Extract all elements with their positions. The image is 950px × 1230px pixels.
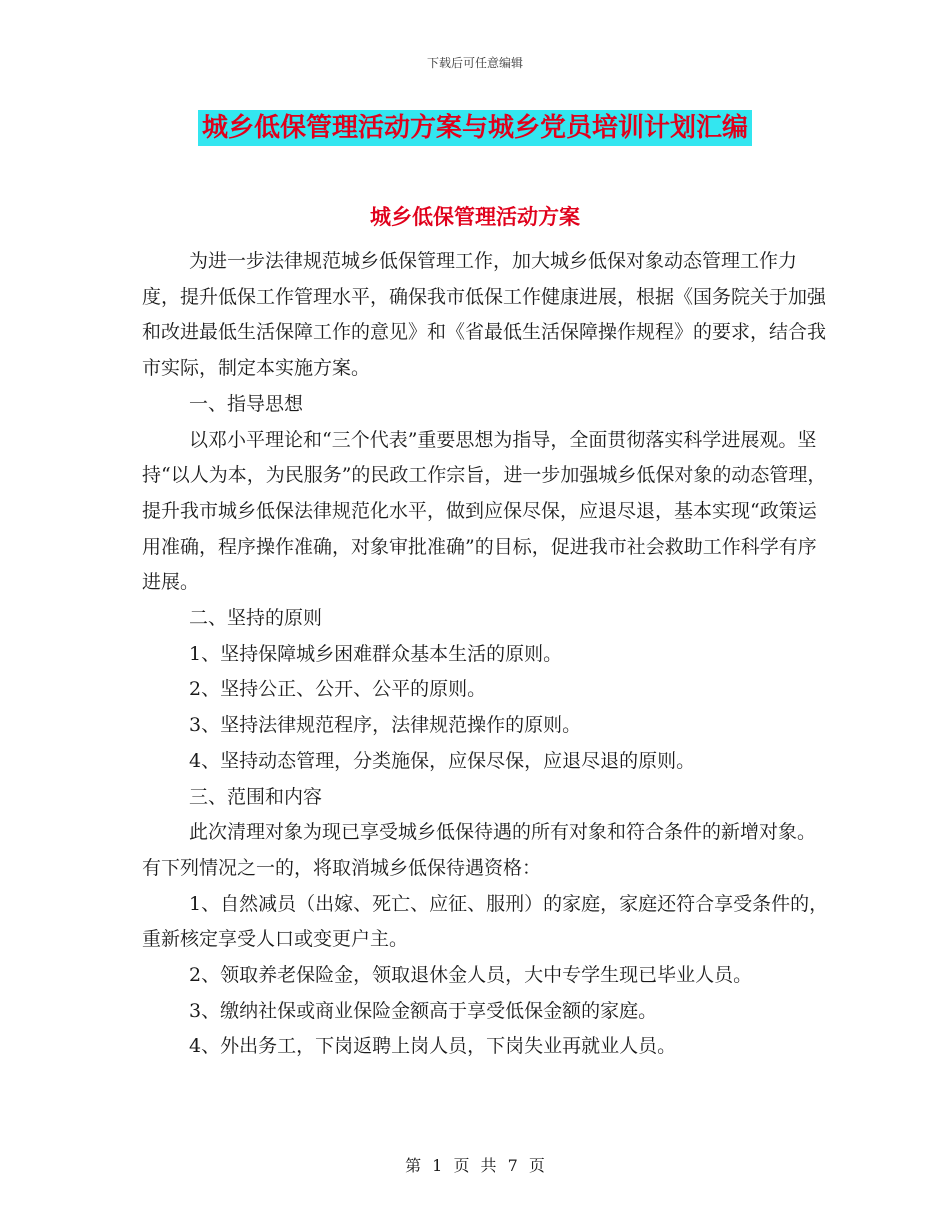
principle-item: 3、坚持法律规范程序，法律规范操作的原则。 xyxy=(189,714,582,737)
paragraph-guiding-ideology: 以邓小平理论和“三个代表”重要思想为指导，全面贯彻落实科学进展观。坚持“以人为本，为民服务”的民政工作宗旨，进一步加强城乡低保对象的动态管理，提升我市城乡低保法律规范化水平，做到应保尽保，应退尽退，基本实现“政策运用准确，程序操作准确，对象审批准确”的目标，促进我市社会救助工作科学有序进展。 xyxy=(142,428,827,594)
document-title: 城乡低保管理活动方案与城乡党员培训计划汇编 xyxy=(198,110,752,146)
scope-item: 4、外出务工，下岗返聘上岗人员，下岗失业再就业人员。 xyxy=(189,1035,677,1058)
document-title-container xyxy=(0,110,950,146)
section-title: 城乡低保管理活动方案 xyxy=(370,204,580,229)
principle-item: 1、坚持保障城乡困难群众基本生活的原则。 xyxy=(189,642,563,665)
document-body xyxy=(142,244,832,1065)
heading-guiding-ideology: 一、指导思想 xyxy=(189,392,304,415)
scope-item: 2、领取养老保险金，领取退休金人员，大中专学生现已毕业人员。 xyxy=(189,964,753,987)
principle-item: 4、坚持动态管理，分类施保，应保尽保，应退尽退的原则。 xyxy=(189,749,696,772)
scope-item: 3、缴纳社保或商业保险金额高于享受低保金额的家庭。 xyxy=(189,999,658,1022)
page-header-note: 下载后可任意编辑 xyxy=(426,56,523,70)
page-number-footer: 第 1 页 共 7 页 xyxy=(405,1156,545,1175)
heading-principles: 二、坚持的原则 xyxy=(189,607,323,630)
principle-item: 2、坚持公正、公开、公平的原则。 xyxy=(189,678,487,701)
scope-item: 1、自然减员（出嫁、死亡、应征、服刑）的家庭，家庭还符合享受条件的，重新核定享受人口或变更户主。 xyxy=(142,892,829,951)
paragraph-intro: 为进一步法律规范城乡低保管理工作，加大城乡低保对象动态管理工作力度，提升低保工作管理水平，确保我市低保工作健康进展，根据《国务院关于加强和改进最低生活保障工作的意见》和《省最低生活保障操作规程》的要求，结合我市实际，制定本实施方案。 xyxy=(142,250,827,380)
heading-scope: 三、范围和内容 xyxy=(189,785,323,808)
paragraph-scope: 此次清理对象为现已享受城乡低保待遇的所有对象和符合条件的新增对象。有下列情况之一的，将取消城乡低保待遇资格： xyxy=(142,821,817,879)
